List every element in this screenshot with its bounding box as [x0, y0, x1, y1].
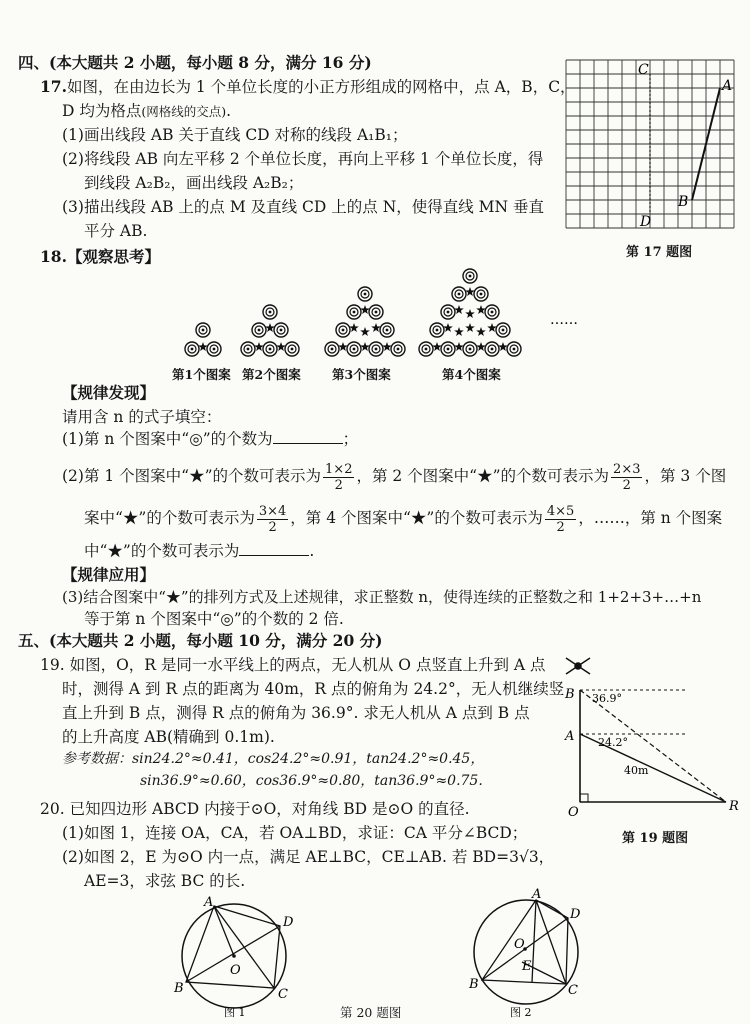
fig1-point-c: C	[278, 987, 288, 1002]
fig1-point-d: D	[283, 915, 294, 930]
q17-line2: D 均为格点(网格线的交点).	[62, 102, 232, 120]
answer-blank-2[interactable]	[239, 541, 309, 556]
patterns-ellipsis: ……	[550, 312, 578, 328]
q17-part3b: 平分 AB.	[84, 222, 148, 240]
q18-part2-line1: (2)第 1 个图案中“★”的个数可表示为 $\frac{1\times 2}{2}$ ，第 2 个图案中“★”的个数可表示为 $\frac{2\times 3}{2}$ ，第 3 个图	[62, 461, 727, 493]
distance-40m-label: 40m	[624, 764, 649, 777]
q18-part2-line2: 案中“★”的个数可表示为 $\frac{3\times 4}{2}$ ，第 4 个图案中“★”的个数可表示为 $\frac{4\times 5}{2}$ ，……，第 n 个图案	[84, 503, 723, 535]
frac-4: $\frac{4\times 5}{2}$	[546, 503, 575, 535]
caption-pattern-2: 第2个图案	[242, 367, 301, 382]
section5-header: 五、(本大题共 2 小题，每小题 10 分，满分 20 分)	[18, 631, 383, 650]
drone-icon	[566, 658, 590, 674]
q19-line1: 19. 如图，O，R 是同一水平线上的两点，无人机从 O 点竖直上升到 A 点	[40, 656, 546, 674]
q20-figure-1	[172, 892, 302, 1018]
pattern-4	[419, 269, 521, 356]
q19-figure	[556, 654, 746, 824]
q19-caption: 第 19 题图	[622, 831, 689, 846]
q18-part3b: 等于第 n 个图案中“◎”的个数的 2 倍.	[84, 610, 344, 628]
q18-title: 18.【观察思考】	[40, 247, 160, 266]
point-b-label: B	[565, 687, 575, 702]
q20-line1: 20. 已知四边形 ABCD 内接于⊙O，对角线 BD 是⊙O 的直径.	[40, 800, 470, 818]
point-o-label: O	[568, 805, 579, 820]
fig1-caption: 图 1	[224, 1006, 246, 1018]
q17-grid-figure	[562, 58, 742, 233]
q19-line3: 直上升到 B 点，测得 R 点的俯角为 36.9°. 求无人机从 A 点到 B 点	[62, 704, 530, 722]
q18-patterns	[170, 262, 590, 362]
point-r-label: R	[729, 799, 739, 814]
q19-line4: 的上升高度 AB(精确到 0.1m).	[62, 728, 275, 746]
pattern-3	[325, 287, 405, 356]
q17-line1: 17.如图，在由边长为 1 个单位长度的小正方形组成的网格中，点 A，B，C，	[40, 77, 576, 96]
q20-figure-footer: 第 20 题图	[340, 1005, 402, 1020]
q17-part2b: 到线段 A₂B₂，画出线段 A₂B₂；	[84, 174, 304, 192]
point-d-label: D	[640, 214, 652, 230]
caption-pattern-4: 第4个图案	[442, 367, 501, 382]
fig2-point-e: E	[522, 959, 532, 974]
fig2-point-d: D	[570, 907, 581, 922]
answer-blank-1[interactable]	[273, 429, 343, 444]
point-c-label: C	[638, 62, 649, 78]
q18-application-heading: 【规律应用】	[62, 565, 156, 584]
point-a-label: A	[722, 78, 733, 94]
q17-part3a: (3)描出线段 AB 上的点 M 及直线 CD 上的点 N，使得直线 MN 垂直	[62, 198, 545, 216]
q18-part3a: (3)结合图案中“★”的排列方式及上述规律，求正整数 n，使得连续的正整数之和 1+2+3+…+n	[62, 588, 702, 606]
q17-part2a: (2)将线段 AB 向左平移 2 个单位长度，再向上平移 1 个单位长度，得	[62, 150, 544, 168]
q19-ref-data-1: 参考数据：sin24.2°≈0.41，cos24.2°≈0.91，tan24.2°≈0.45，	[62, 751, 485, 767]
q20-line3: (2)如图 2，E 为⊙O 内一点，满足 AE⊥BC，CE⊥AB. 若 BD=3√3，	[62, 848, 555, 866]
angle-24-2-label: 24.2°	[598, 736, 628, 749]
pattern-2	[241, 305, 299, 356]
fig2-point-a: A	[532, 888, 542, 902]
q19-line2: 时，测得 A 到 R 点的距离为 40m，R 点的俯角为 24.2°，无人机继续竖	[62, 680, 565, 698]
frac-2: $\frac{2\times 3}{2}$	[613, 461, 641, 493]
fig1-point-b: B	[174, 981, 184, 996]
q18-part2-line3: 中“★”的个数可表示为 .	[84, 542, 315, 560]
angle-36-9-label: 36.9°	[592, 692, 622, 705]
q19-ref-data-2: sin36.9°≈0.60，cos36.9°≈0.80，tan36.9°≈0.75.	[140, 773, 483, 789]
q20-line2: (1)如图 1，连接 OA，CA，若 OA⊥BD，求证：CA 平分∠BCD；	[62, 824, 528, 842]
q17-part1: (1)画出线段 AB 关于直线 CD 对称的线段 A₁B₁；	[62, 126, 408, 144]
q20-figure-2	[466, 888, 596, 1018]
q18-discovery-heading: 【规律发现】	[62, 383, 156, 402]
frac-3: $\frac{3\times 4}{2}$	[258, 503, 287, 535]
point-a-label: A	[565, 729, 575, 744]
frac-1: $\frac{1\times 2}{2}$	[325, 461, 353, 493]
pattern-1	[185, 323, 221, 356]
fig1-point-a: A	[204, 895, 214, 910]
q18-part1: (1)第 n 个图案中“◎”的个数为 ；	[62, 430, 359, 448]
q18-instruction: 请用含 n 的式子填空：	[62, 408, 222, 426]
point-b-label: B	[678, 194, 689, 210]
q20-line4: AE=3，求弦 BC 的长.	[84, 872, 246, 890]
caption-pattern-3: 第3个图案	[332, 367, 391, 382]
fig2-point-o: O	[514, 937, 525, 952]
fig2-caption: 图 2	[510, 1006, 532, 1018]
q17-caption: 第 17 题图	[626, 245, 693, 260]
caption-pattern-1: 第1个图案	[172, 367, 231, 382]
fig1-point-o: O	[230, 963, 241, 978]
fig2-point-c: C	[568, 983, 578, 998]
fig2-point-b: B	[469, 977, 479, 992]
section4-header: 四、(本大题共 2 小题，每小题 8 分，满分 16 分)	[18, 53, 372, 72]
